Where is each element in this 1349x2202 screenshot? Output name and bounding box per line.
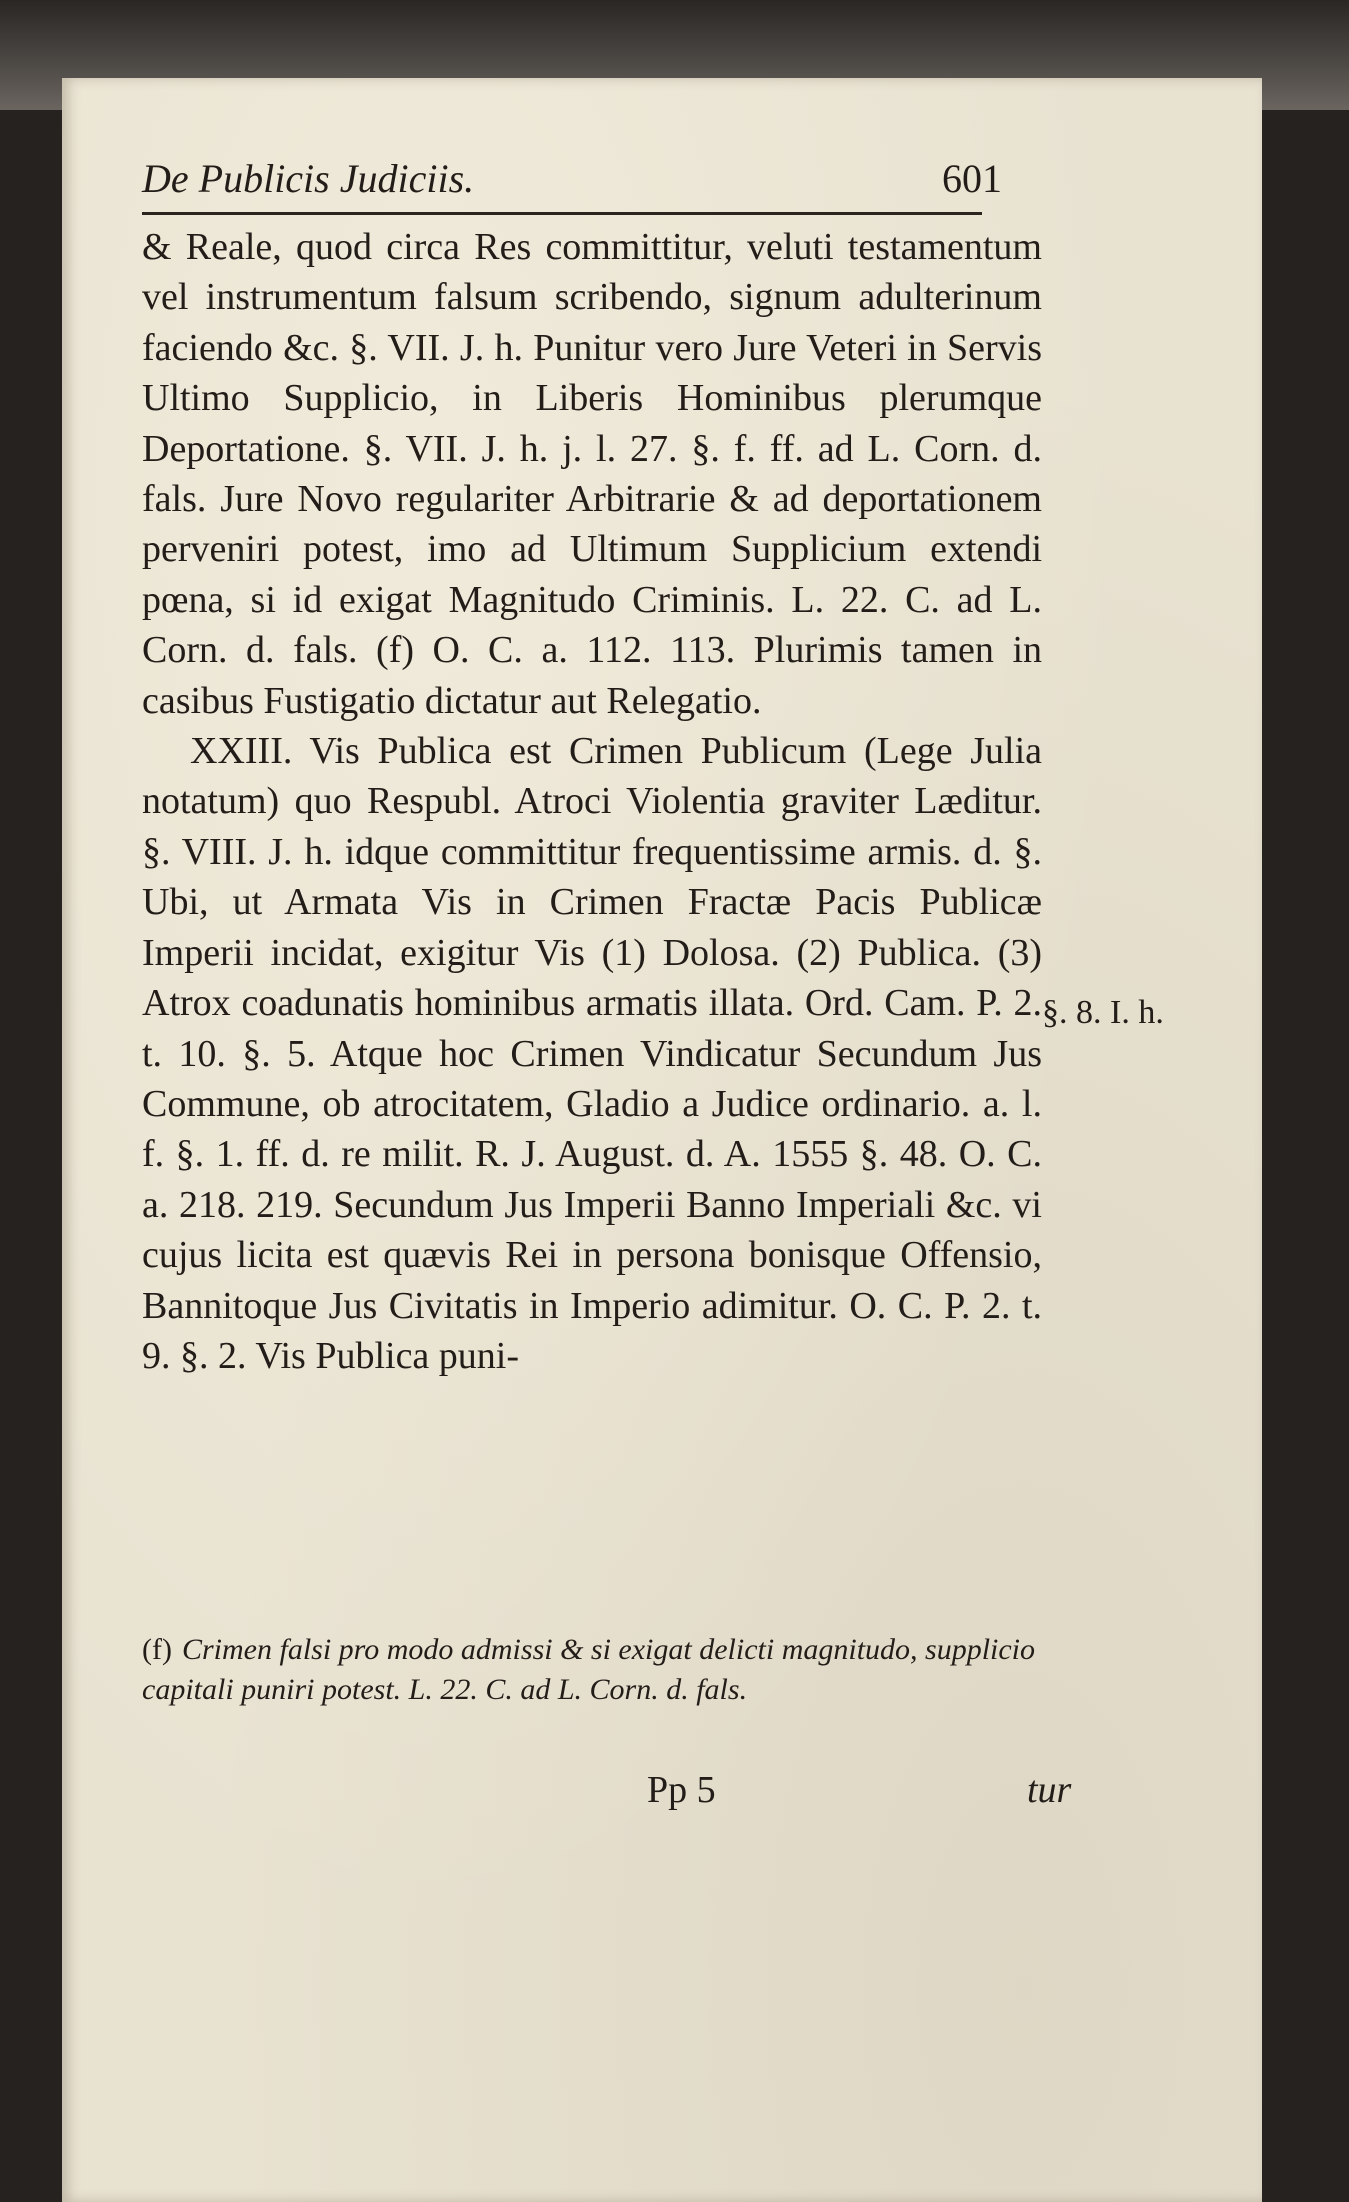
footnote — [142, 1630, 1042, 1710]
running-title: De Publicis Judiciis. — [142, 156, 475, 201]
header-rule — [142, 212, 982, 215]
book-page — [62, 78, 1262, 2202]
footnote-mark: (f) — [142, 1633, 172, 1666]
main-text — [142, 222, 1042, 1381]
page-footer — [142, 1768, 1072, 1818]
catchword: tur — [1027, 1769, 1072, 1811]
running-header — [142, 142, 1042, 202]
signature-mark: Pp 5 — [647, 1769, 716, 1811]
paragraph-1: & Reale, quod circa Res committitur, veluti testamentum vel instrumentum falsum scribendo, signum adulterinum faciendo &c. §. VII. J. h. Punitur vero Jure Veteri in Servis Ultimo Supplicio, in Liberis Hominibus plerumque Deportatione. §. VII. J. h. j. l. 27. §. f. ff. ad L. Corn. d. fals. Jure Novo regulariter Arbitrarie & ad deportationem perveniri potest, imo ad Ultimum Supplicium extendi pœna, si id exigat Magnitudo Criminis. L. 22. C. ad L. Corn. d. fals. (f) O. C. a. 112. 113. Plurimis tamen in casibus Fustigatio dictatur aut Relegatio. — [142, 226, 1042, 722]
page-number: 601 — [942, 156, 1002, 201]
paragraph-2: XXIII. Vis Publica est Crimen Publicum (Lege Julia notatum) quo Respubl. Atroci Violentia graviter Læditur. §. VIII. J. h. idque committitur frequentissime armis. d. §. Ubi, ut Armata Vis in Crimen Fractæ Pacis Publicæ Imperii incidat, exigitur Vis (1) Dolosa. (2) Publica. (3) Atrox coadunatis hominibus armatis illata. Ord. Cam. P. 2. t. 10. §. 5. Atque hoc Crimen Vindicatur Secundum Jus Commune, ob atrocitatem, Gladio a Judice ordinario. a. l. f. §. 1. ff. d. re milit. R. J. August. d. A. 1555 §. 48. O. C. a. 218. 219. Secundum Jus Imperii Banno Imperiali &c. vi cujus licita est quævis Rei in persona bonisque Offensio, Bannitoque Jus Civitatis in Imperio adimitur. O. C. P. 2. t. 9. §. 2. Vis Publica puni- — [142, 730, 1042, 1377]
footnote-text: Crimen falsi pro modo admissi & si exigat delicti magnitudo, supplicio capitali puniri potest. L. 22. C. ad L. Corn. d. fals. — [142, 1633, 1036, 1706]
margin-note: §. 8. I. h. — [1042, 994, 1164, 1031]
